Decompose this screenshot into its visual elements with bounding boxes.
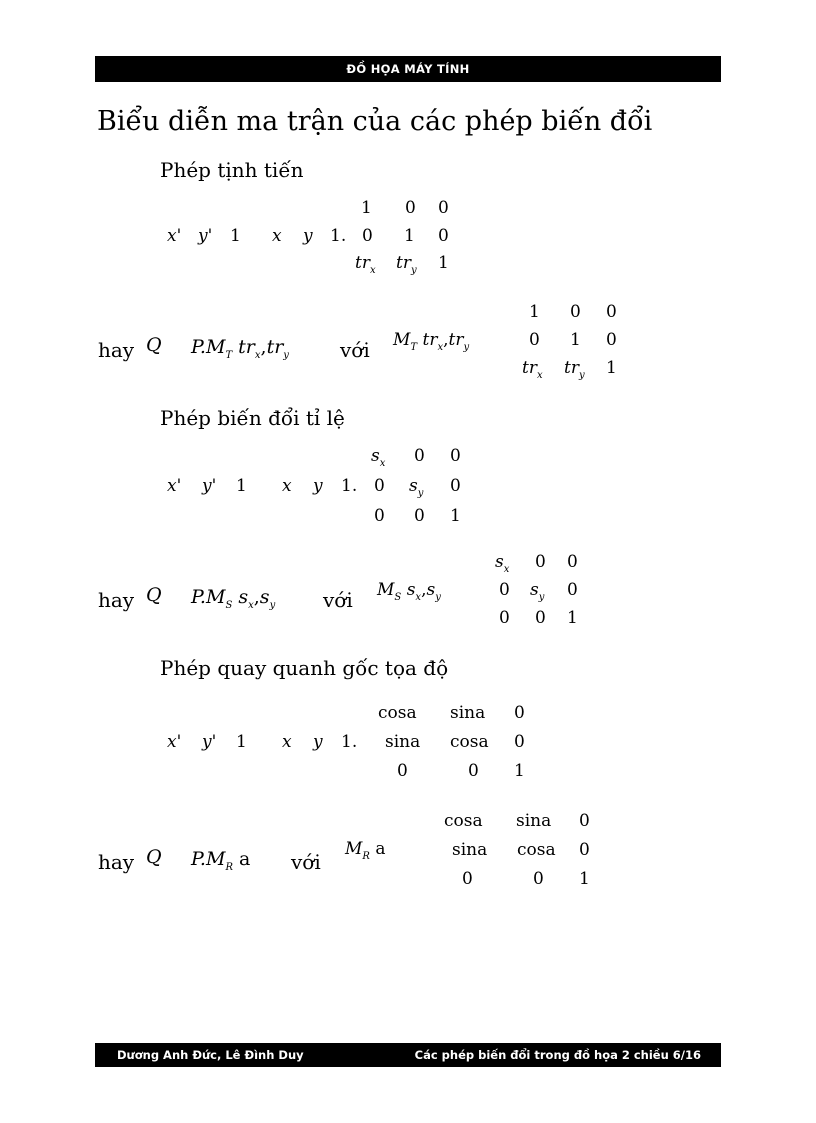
pm-r-expression: $P.M_R$ a: [191, 848, 251, 873]
matrix-cell: $tr_y$: [396, 253, 417, 276]
x-prime: x': [167, 732, 182, 752]
matrix-cell: 0: [567, 580, 578, 600]
x-var: x: [282, 732, 292, 752]
one-dot: 1.: [330, 226, 347, 246]
y-var: y: [303, 226, 313, 246]
matrix-cell: 1: [450, 506, 461, 526]
hay-label: hay: [98, 588, 135, 612]
y-prime: y': [198, 226, 213, 246]
matrix-cell: 1: [361, 198, 372, 218]
matrix-cell: 0: [499, 580, 510, 600]
one-dot: 1.: [341, 476, 358, 496]
matrix-cell: 0: [570, 302, 581, 322]
matrix-cell: $tr_y$: [564, 358, 585, 381]
matrix-cell: 0: [362, 226, 373, 246]
matrix-cell: sina: [385, 732, 421, 752]
matrix-cell: 0: [579, 811, 590, 831]
voi-label: với: [323, 588, 353, 612]
matrix-cell: 0: [414, 506, 425, 526]
matrix-cell: 1: [567, 608, 578, 628]
q-var: Q: [146, 584, 162, 606]
matrix-cell: 1: [570, 330, 581, 350]
matrix-cell: 1: [514, 761, 525, 781]
matrix-cell: 0: [414, 446, 425, 466]
page-title: Biểu diễn ma trận của các phép biến đổi: [97, 106, 653, 137]
matrix-cell: 0: [514, 732, 525, 752]
x-prime: x': [167, 226, 182, 246]
y-var: y: [313, 732, 323, 752]
matrix-cell: sina: [516, 811, 552, 831]
footer-topic: Các phép biến đổi trong đồ họa 2 chiều 6/16: [414, 1048, 701, 1062]
one: 1: [230, 226, 241, 246]
header-title: ĐỒ HỌA MÁY TÍNH: [346, 62, 470, 76]
matrix-cell: 0: [533, 869, 544, 889]
x-var: x: [272, 226, 282, 246]
section-scaling-heading: Phép biến đổi tỉ lệ: [160, 406, 345, 430]
y-prime: y': [202, 476, 217, 496]
mr-definition: $M_R$ a: [345, 839, 386, 862]
matrix-cell: sina: [450, 703, 486, 723]
footer-bar: [95, 1043, 721, 1067]
one: 1: [236, 732, 247, 752]
matrix-cell: $s_x$: [495, 552, 510, 575]
q-var: Q: [146, 334, 162, 356]
one: 1: [236, 476, 247, 496]
matrix-cell: 1: [438, 253, 449, 273]
header-bar: [95, 56, 721, 82]
matrix-cell: 0: [606, 330, 617, 350]
matrix-cell: 0: [450, 446, 461, 466]
matrix-cell: 0: [514, 703, 525, 723]
matrix-cell: cosa: [450, 732, 489, 752]
x-prime: x': [167, 476, 182, 496]
matrix-cell: 0: [438, 226, 449, 246]
matrix-cell: $tr_x$: [355, 253, 376, 276]
pm-t-expression: $P.M_T$ $tr_x,tr_y$: [191, 336, 289, 361]
matrix-cell: $s_y$: [409, 476, 424, 499]
pm-s-expression: $P.M_S$ $s_x,s_y$: [191, 586, 276, 611]
matrix-cell: cosa: [517, 840, 556, 860]
one-dot: 1.: [341, 732, 358, 752]
section-translation-heading: Phép tịnh tiến: [160, 158, 304, 182]
matrix-cell: 1: [529, 302, 540, 322]
voi-label: với: [340, 338, 370, 362]
matrix-cell: 0: [397, 761, 408, 781]
ms-definition: $M_S$ $s_x,s_y$: [377, 580, 441, 603]
voi-label: với: [291, 850, 321, 874]
x-var: x: [282, 476, 292, 496]
matrix-cell: 1: [579, 869, 590, 889]
mt-definition: $M_T$ $tr_x,tr_y$: [393, 330, 470, 353]
matrix-cell: 0: [529, 330, 540, 350]
matrix-cell: 0: [450, 476, 461, 496]
matrix-cell: cosa: [444, 811, 483, 831]
matrix-cell: 1: [606, 358, 617, 378]
matrix-cell: 0: [579, 840, 590, 860]
matrix-cell: $s_y$: [530, 580, 545, 603]
footer-authors: Dương Anh Đức, Lê Đình Duy: [117, 1048, 304, 1062]
hay-label: hay: [98, 850, 135, 874]
matrix-cell: 0: [462, 869, 473, 889]
matrix-cell: 0: [405, 198, 416, 218]
matrix-cell: 0: [374, 506, 385, 526]
section-rotation-heading: Phép quay quanh gốc tọa độ: [160, 656, 449, 680]
y-prime: y': [202, 732, 217, 752]
matrix-cell: $s_x$: [371, 446, 386, 469]
matrix-cell: 0: [374, 476, 385, 496]
matrix-cell: 0: [606, 302, 617, 322]
matrix-cell: sina: [452, 840, 488, 860]
matrix-cell: cosa: [378, 703, 417, 723]
q-var: Q: [146, 846, 162, 868]
matrix-cell: 0: [535, 552, 546, 572]
matrix-cell: 0: [438, 198, 449, 218]
matrix-cell: 0: [499, 608, 510, 628]
matrix-cell: 0: [535, 608, 546, 628]
matrix-cell: 1: [404, 226, 415, 246]
y-var: y: [313, 476, 323, 496]
hay-label: hay: [98, 338, 135, 362]
matrix-cell: 0: [567, 552, 578, 572]
matrix-cell: 0: [468, 761, 479, 781]
matrix-cell: $tr_x$: [522, 358, 543, 381]
